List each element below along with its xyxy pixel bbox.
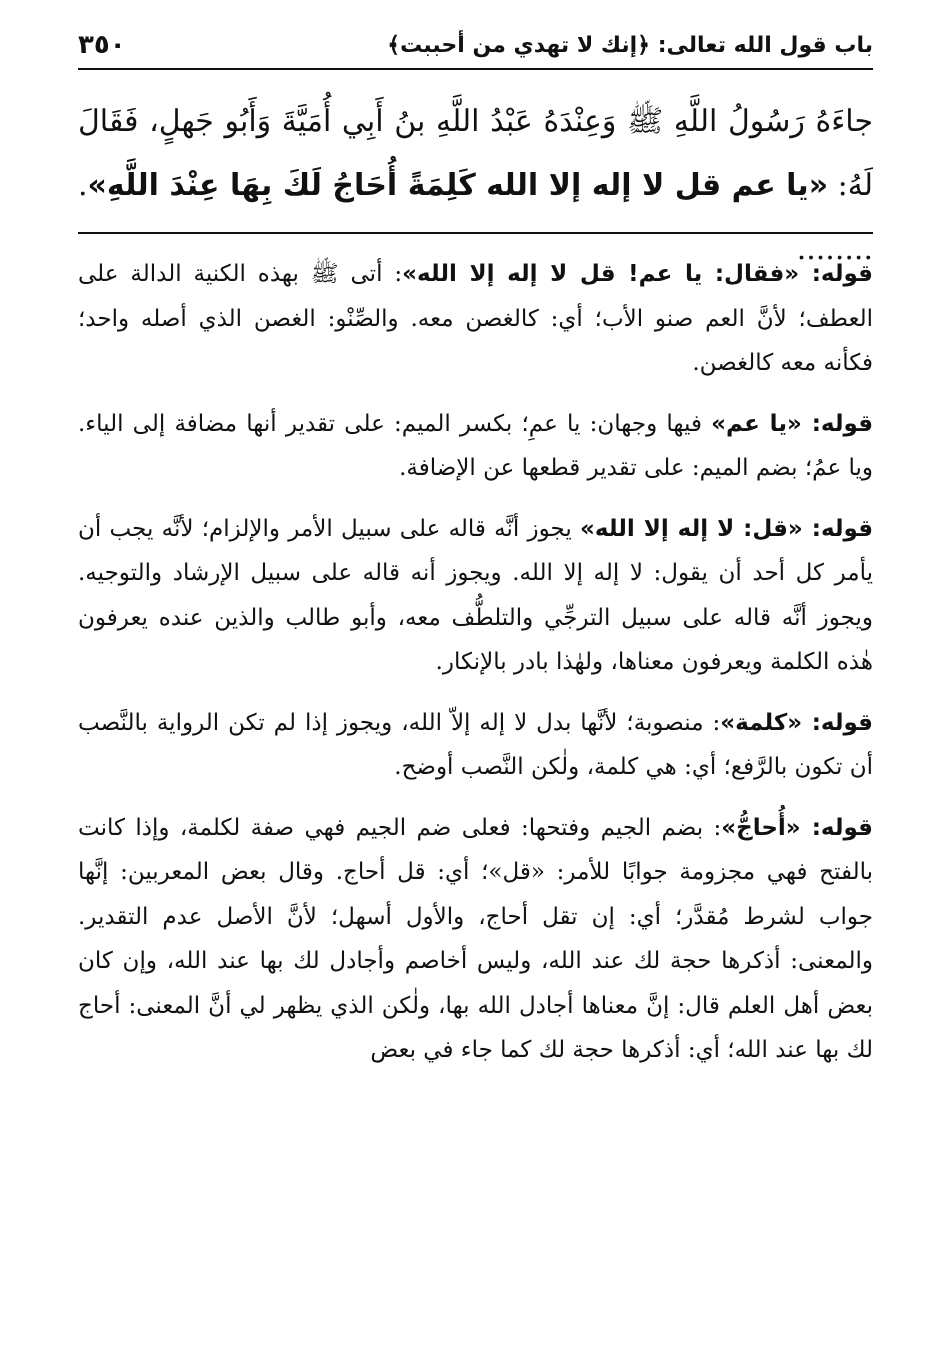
- paragraph-lead: قوله:: [799, 261, 873, 287]
- paragraph-term: «قل: لا إله إلا الله»: [580, 515, 803, 542]
- hadith-text-before: جاءَهُ رَسُولُ اللَّهِ ﷺ وَعِنْدَهُ عَبْدُ اللَّهِ بنُ أَبِي أُمَيَّةَ وَأَبُو جَهلٍ، فَقَالَ لَهُ:: [78, 104, 873, 203]
- commentary-paragraph: [78, 402, 873, 491]
- paragraph-lead: قوله:: [801, 410, 873, 437]
- paragraph-term: «يا عم»: [711, 410, 802, 437]
- paragraph-lead: قوله:: [800, 814, 873, 841]
- hadith-divider: [78, 232, 873, 234]
- paragraph-text: : بضم الجيم وفتحها: فعلى ضم الجيم فهي صفة لكلمة، وإذا كانت بالفتح فهي مجزومة جوابًا للأمر: «قل»؛ أي: قل أحاج. وقال بعض المعربين: إنَّها جواب لشرط مُقدَّر؛ أي: إن تقل أحاج، والأول أسهل؛ لأنَّ الأصل عدم التقدير. والمعنى: أذكرها حجة لك عند الله، وليس أخاصم وأجادل لك بها عند الله، وإن كان بعض أهل العلم قال: إنَّ معناها أجادل الله بها، ولٰكن الذي يظهر لي أنَّ المعنى: أحاج لك بها عند الله؛ أي: أذكرها حجة لك كما جاء في بعض: [78, 814, 873, 1063]
- commentary-paragraph: [78, 806, 873, 1073]
- paragraph-term: «كلمة»: [720, 709, 803, 736]
- page-header: [78, 22, 873, 70]
- paragraph-lead: قوله:: [802, 709, 873, 736]
- paragraph-term: «أُحاجُّ»: [721, 814, 801, 841]
- hadith-text-after: . ........: [78, 168, 873, 267]
- commentary-paragraph: [78, 252, 873, 386]
- paragraph-text: فيها وجهان: يا عمِ؛ بكسر الميم: على تقدير أنها مضافة إلى الياء. ويا عمُ؛ بضم الميم: على تقدير قطعها عن الإضافة.: [78, 410, 873, 481]
- hadith-quote: «يا عم قل لا إله إلا الله كَلِمَةً أُحَاجُ لَكَ بِهَا عِنْدَ اللَّهِ»: [87, 168, 829, 203]
- paragraph-text: : منصوبة؛ لأنَّها بدل لا إله إلاّ الله، ويجوز إذا لم تكن الرواية بالنَّصب أن تكون بالرَّفع؛ أي: هي كلمة، ولٰكن النَّصب أوضح.: [78, 709, 873, 780]
- running-title: باب قول الله تعالى: ﴿إنك لا تهدي من أحببت﴾: [387, 32, 873, 58]
- commentary-paragraph: [78, 507, 873, 685]
- paragraph-text: يجوز أنَّه قاله على سبيل الأمر والإلزام؛ لأنَّه يجب أن يأمر كل أحد أن يقول: لا إله إلا الله. ويجوز أنه قاله على سبيل الإرشاد والتوجيه. ويجوز أنَّه قاله على سبيل الترجِّي والتلطُّف معه، وأبو طالب والذين عنده يعرفون هٰذه الكلمة ويعرفون معناها، ولهٰذا بادر بالإنكار.: [78, 515, 873, 675]
- commentary: [78, 252, 873, 1337]
- page-number: ٣٥٠: [78, 30, 126, 60]
- commentary-paragraph: [78, 701, 873, 790]
- paragraph-term: «فقال: يا عم! قل لا إله إلا الله»: [402, 261, 800, 287]
- paragraph-lead: قوله:: [802, 515, 874, 542]
- paragraph-text: : أتى ﷺ بهذه الكنية الدالة على العطف؛ لأنَّ العم صنو الأب؛ أي: كالغصن معه. والصِّنْو: الغصن الذي أصله واحد؛ فكأنه معه كالغصن.: [78, 261, 873, 376]
